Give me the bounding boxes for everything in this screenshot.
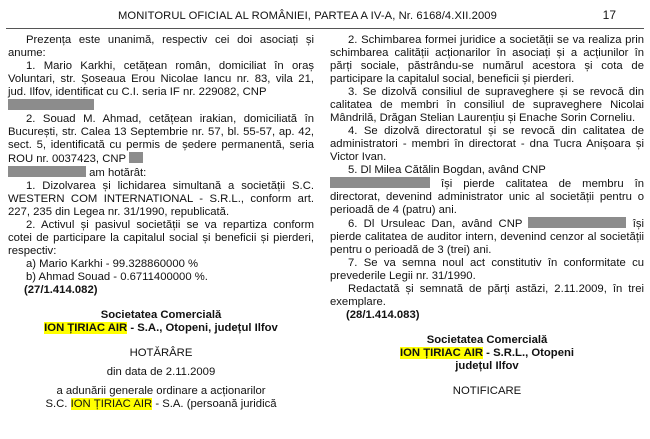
reference-number: (28/1.414.083) [346, 309, 420, 321]
assembly-company-line [8, 398, 314, 411]
company-name-highlight: ION ȚIRIAC AIR [44, 322, 128, 334]
point-5-paragraph [330, 164, 644, 217]
point-6-paragraph [330, 217, 644, 257]
associate-1-text: 1. Mario Karkhi, cetățean român, domiciliat în oraș Voluntari, str. Șoseaua Erou Nicolae Iancu nr. 83, vila 21, jud. Ilfov, identificat cu C.I. seria IF nr. 229082, CNP [8, 60, 314, 98]
page-header [0, 6, 650, 28]
point-5-text-a: 5. Dl Milea Cătălin Bogdan, având CNP [348, 164, 546, 176]
associate-1-paragraph [8, 60, 314, 113]
intro-paragraph: Prezența este unanimă, respectiv cei doi asociați și anume: [8, 34, 314, 59]
company-label: Societatea Comercială [100, 309, 222, 321]
decision-title: HOTĂRÂRE [129, 347, 193, 359]
redacted-cnp [8, 99, 94, 110]
point-5-text-b: își pierde calitatea de membru în directorat, devenind administrator unic al societății pentru o perioadă de 4 (patru) ani. [330, 178, 644, 216]
company-location: - S.A., Otopeni, județul Ilfov [127, 322, 278, 334]
closing-paragraph: Redactată și semnată de părți astăzi, 2.11.2009, în trei exemplare. [330, 283, 644, 308]
company-name-highlight: ION ȚIRIAC AIR [399, 347, 484, 359]
point-6-text-a: 6. Dl Ursuleac Dan, având CNP [348, 218, 523, 230]
associate-2-conclusion: am hotărât: [89, 167, 147, 179]
item-2-paragraph: 2. Activul și pasivul societății se va repartiza conform cotei de participare la capitalul social și beneficii și pierderi, respectiv: [8, 219, 314, 257]
assembly-prefix: S.C. [45, 398, 71, 410]
notice-title: NOTIFICARE [452, 385, 522, 397]
redacted-cnp [330, 177, 430, 188]
point-6-text-b: își pierde calitatea de auditor intern, devenind cenzor al societății pentru o perioadă de 3 (trei) ani. [330, 218, 644, 256]
redacted-cnp [528, 217, 626, 228]
decision-date: din data de 2.11.2009 [106, 366, 216, 378]
header-rule [6, 28, 644, 29]
point-4-paragraph: 4. Se dizolvă directoratul și se revocă din calitatea de administratori - membri în directorat - dna Tucra Anișoara și Victor Ivan. [330, 125, 644, 163]
redacted-cnp [129, 152, 143, 163]
point-3-paragraph: 3. Se dizolvă consiliul de supraveghere și se revocă din calitatea de membri în consiliul de supraveghere Nicolai Mândrilă, Drăgan Stelian Laurențiu și Enache Sorin Corneliu. [330, 86, 644, 124]
assembly-company-highlight: ION ȚIRIAC AIR [70, 398, 153, 410]
associate-2-text: 2. Souad M. Ahmad, cetățean irakian, domiciliată în București, str. Calea 13 Septembrie nr. 57, bl. 55-57, ap. 42, sect. 5, identificată cu permis de ședere permanentă, seria ROU nr. 0037423, CNP [8, 113, 314, 165]
page-number: 17 [602, 8, 616, 22]
company-label: Societatea Comercială [426, 334, 548, 346]
assembly-suffix: - S.A. (persoană juridică [152, 398, 277, 410]
publication-title: MONITORUL OFICIAL AL ROMÂNIEI, PARTEA A IV-A, Nr. 6168/4.XII.2009 [118, 10, 497, 22]
point-7-paragraph: 7. Se va semna noul act constitutiv în conformitate cu prevederile Legii nr. 31/1990. [330, 257, 644, 282]
assembly-line: a adunării generale ordinare a acționarilor [56, 385, 266, 397]
redacted-cnp [8, 166, 86, 177]
left-column [8, 34, 314, 411]
company-location: - S.R.L., Otopeni [483, 347, 575, 359]
item-2a: a) Mario Karkhi - 99.328860000 % [26, 258, 199, 270]
item-1-paragraph: 1. Dizolvarea și lichidarea simultană a societății S.C. WESTERN COM INTERNATIONAL - S.R.L., conform art. 227, 235 din Legea nr. 31/1990, republicată. [8, 180, 314, 218]
company-heading [330, 347, 644, 360]
item-2b: b) Ahmad Souad - 0.6711400000 %. [26, 271, 208, 283]
company-county: județul Ilfov [455, 360, 519, 372]
point-2-paragraph: 2. Schimbarea formei juridice a societății se va realiza prin schimbarea calității acționarilor în asociați și a acțiunilor în părți sociale, păstrându-se numărul acestora și cota de participare la capitalul social, beneficii și pierderi. [330, 34, 644, 85]
company-heading [8, 322, 314, 335]
right-column [330, 34, 644, 398]
associate-2-paragraph [8, 113, 314, 180]
reference-number: (27/1.414.082) [24, 284, 98, 296]
